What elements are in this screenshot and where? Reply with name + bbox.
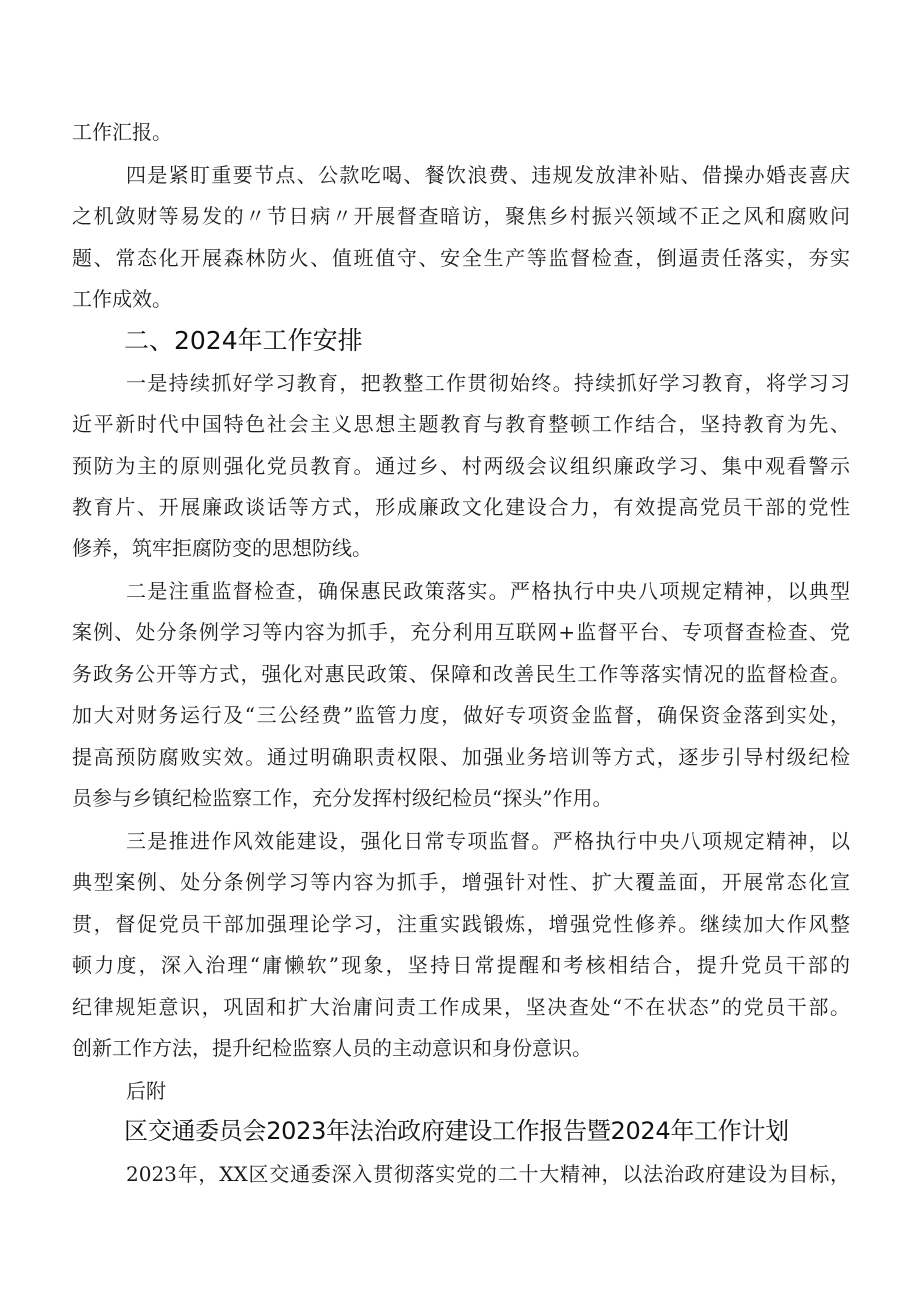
paragraph-line: 题、常态化开展森林防火、值班值守、安全生产等监督检查，倒逼责任落实，夯实 xyxy=(72,246,850,270)
paragraph-line: 一是持续抓好学习教育，把教整工作贯彻始终。持续抓好学习教育，将学习习 xyxy=(126,371,850,395)
paragraph-line: 工作汇报。 xyxy=(72,120,172,144)
paragraph-line: 提高预防腐败实效。通过明确职责权限、加强业务培训等方式，逐步引导村级纪检 xyxy=(72,745,850,769)
paragraph-line: 预防为主的原则强化党员教育。通过乡、村两级会议组织廉政学习、集中观看警示 xyxy=(72,454,850,478)
paragraph-line: 三是推进作风效能建设，强化日常专项监督。严格执行中央八项规定精神，以 xyxy=(126,829,850,853)
paragraph-line: 二是注重监督检查，确保惠民政策落实。严格执行中央八项规定精神，以典型 xyxy=(126,579,850,603)
paragraph-line: 员参与乡镇纪检监察工作，充分发挥村级纪检员“探头”作用。 xyxy=(72,786,613,810)
paragraph-line: 贯，督促党员干部加强理论学习，注重实践锻炼，增强党性修养。继续加大作风整 xyxy=(72,912,850,936)
paragraph-line: 2023年，XX区交通委深入贯彻落实党的二十大精神，以法治政府建设为目标， xyxy=(126,1162,850,1186)
paragraph-line: 修养，筑牢拒腐防变的思想防线。 xyxy=(72,536,372,560)
paragraph-line: 创新工作方法，提升纪检监察人员的主动意识和身份意识。 xyxy=(72,1036,592,1060)
paragraph-line: 顿力度，深入治理“庸懒软”现象，坚持日常提醒和考核相结合，提升党员干部的 xyxy=(72,953,850,977)
appendix-label: 后附 xyxy=(126,1079,166,1103)
paragraph-line: 务政务公开等方式，强化对惠民政策、保障和改善民生工作等落实情况的监督检查。 xyxy=(72,662,850,686)
document-title: 区交通委员会2023年法治政府建设工作报告暨2024年工作计划 xyxy=(124,1117,789,1145)
paragraph-line: 加大对财务运行及“三公经费”监管力度，做好专项资金监督，确保资金落到实处， xyxy=(72,703,850,727)
paragraph-line: 教育片、开展廉政谈话等方式，形成廉政文化建设合力，有效提高党员干部的党性 xyxy=(72,495,850,519)
section-heading: 二、2024年工作安排 xyxy=(124,326,363,355)
paragraph-line: 纪律规矩意识，巩固和扩大治庸问责工作成果，坚决查处“不在状态”的党员干部。 xyxy=(72,995,850,1019)
paragraph-line: 案例、处分条例学习等内容为抓手，充分利用互联网+监督平台、专项督查检查、党 xyxy=(72,620,850,644)
paragraph-line: 四是紧盯重要节点、公款吃喝、餐饮浪费、违规发放津补贴、借操办婚丧喜庆 xyxy=(126,163,850,187)
paragraph-line: 近平新时代中国特色社会主义思想主题教育与教育整顿工作结合，坚持教育为先、 xyxy=(72,412,850,436)
paragraph-line: 之机敛财等易发的〃节日病〃开展督查暗访，聚焦乡村振兴领域不正之风和腐败问 xyxy=(72,204,850,228)
paragraph-line: 工作成效。 xyxy=(72,287,172,311)
paragraph-line: 典型案例、处分条例学习等内容为抓手，增强针对性、扩大覆盖面，开展常态化宣 xyxy=(72,870,850,894)
